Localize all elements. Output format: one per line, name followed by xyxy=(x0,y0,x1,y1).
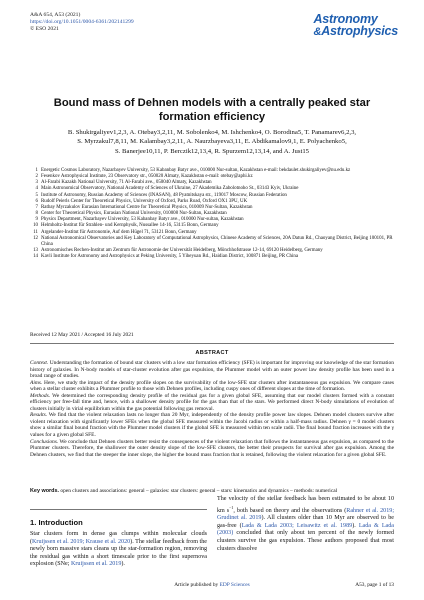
abstract-conclusions xyxy=(30,439,394,459)
affiliation-number: 7 xyxy=(35,204,38,210)
citation-link[interactable]: Lada & Lada 2003; Leisawitz et al. 1989 xyxy=(241,522,353,529)
keywords-label: Key words. xyxy=(30,488,60,494)
keywords-text: open clusters and associations: general – galaxies: star clusters: general – stars: kinematics and dynamics – methods: numerical xyxy=(60,488,338,494)
journal-logo-line1: Astronomy xyxy=(313,12,378,26)
affiliation-number: 14 xyxy=(33,254,38,260)
footer-publisher xyxy=(30,582,394,588)
intro-right-text-b: , both based on theory and the observations ( xyxy=(233,507,347,514)
affiliation-number: 6 xyxy=(35,198,38,204)
affiliation-number: 1 xyxy=(35,168,38,173)
journal-logo-amp: & xyxy=(313,25,322,38)
journal-logo-word2: Astrophysics xyxy=(321,23,398,38)
affiliation-number: 9 xyxy=(35,217,38,223)
abstract-methods-label: Methods. xyxy=(30,392,51,399)
abstract-context-text: Understanding the formation of bound star clusters with a low star formation efficiency (SFE) is important for improving our knowledge of the star formation history of galaxies. In N-body models of star-cluster evolution after gas expulsion, the Plummer model with an outer power law density profile has been used in a broad range of studies. xyxy=(30,360,394,380)
affiliation-text: Kavli Institute for Astronomy and Astrophysics at Peking University, 5 Yiheyuan Rd., Haidian District, 100871 Beijing, PR China xyxy=(41,254,299,260)
author-list xyxy=(30,128,394,156)
abstract-results-label: Results. xyxy=(30,412,48,419)
abstract-methods xyxy=(30,393,394,413)
abstract-aims-text: Here, we study the impact of the density profile slopes on the survivability of the low-SFE star clusters after instantaneous gas expulsion. We compare cases when a stellar cluster exhibits a Plummer profile to those with Dehnen profiles, including cuspy ones of different slopes at the time of formation. xyxy=(30,379,394,393)
affiliation-text: Helmholtz-Institut für Strahlen- und Kernphysik, Nussallee 14-16, 53115 Bonn, Germany xyxy=(41,223,219,229)
affiliation-item xyxy=(30,236,394,248)
abstract-conclusions-text: We conclude that Dehnen clusters better resist the consequences of the violent relaxation that follows the instantaneous gas expulsion, as compared to the Plummer clusters. Therefore, the shallower the outer density slope of the low-SFE clusters, the better their prospects for survival after gas expulsion. Among the Dehnen clusters, we find that the steeper the inner slope, the higher the bound mass fraction that is retained, following the violent relaxation for a given global SFE. xyxy=(30,438,394,458)
affiliation-text: Al-Farabi Kazakh National University, 71 Al-Farabi ave., 050040 Almaty, Kazakhstan xyxy=(41,180,212,186)
abstract xyxy=(30,360,394,458)
affiliation-number: 11 xyxy=(33,229,38,235)
intro-right-text-d: ). xyxy=(352,522,359,529)
affiliation-text: Physics Department, Nazarbayev University, 53 Kabanbay Batyr ave., 010000 Nur-sultan, Kazakhstan xyxy=(41,217,244,223)
intro-left-text-c: ). xyxy=(121,561,125,568)
abstract-aims xyxy=(30,380,394,393)
abstract-context xyxy=(30,360,394,380)
doi-link[interactable]: https://doi.org/10.1051/0004-6361/202141299 xyxy=(30,19,134,25)
page-number: A53, page 1 of 13 xyxy=(355,582,394,588)
publisher-link[interactable]: EDP Sciences xyxy=(219,582,250,588)
section-title: 1. Introduction xyxy=(30,518,83,527)
intro-left-text-b: ). The stellar feedback from the newly born massive stars cleans up the star-formation region, removing the residual gas within a short timescale prior to the first supernova explosion (SNe; xyxy=(30,538,207,568)
abstract-results xyxy=(30,412,394,438)
abstract-aims-label: Aims. xyxy=(30,379,43,386)
abstract-results-text: We find that the violent relaxation lasts no longer than 20 Myr, independently of the density profile power law slopes. Dehnen model clusters survive after violent relaxation with significantly lower SFEs when the global SFE measured within the Jacobi radius or within a half-mass radius. Dehnen γ = 0 model clusters show a similar final bound fraction with the Plummer model clusters if the global SFE is measured within ten scale radii. The final bound fraction increases with the γ values for a given global SFE. xyxy=(30,412,395,439)
author-line-1[interactable]: B. Shukirgaliyev1,2,3, A. Otebay3,2,11, M. Sobolenko4, M. Ishchenko4, O. Borodina5, T. Panamarev6,2,3, xyxy=(67,129,357,136)
affiliation-number: 8 xyxy=(35,211,38,217)
affiliation-item xyxy=(30,254,394,260)
affiliation-text: Institute of Astronomy, Russian Academy of Sciences (INASAN), 48 Pyatnitskaya str., 119017 Moscow, Russian Federation xyxy=(41,192,287,198)
affiliation-number: 10 xyxy=(33,223,38,229)
author-line-3[interactable]: S. Banerjee10,11, P. Berczik12,13,4, R. Spurzem12,13,14, and A. Just15 xyxy=(114,147,310,155)
affiliation-number: 5 xyxy=(35,192,38,198)
affiliation-text: Center for Theoretical Physics, Eurasian National University, 010008 Nur-Sultan, Kazakhstan xyxy=(41,211,227,217)
journal-logo xyxy=(313,14,398,38)
citation-link[interactable]: Lada & Lada (2003) xyxy=(217,522,394,537)
affiliation-text: Main Astronomical Observatory, National Academy of Sciences of Ukraine, 27 Akademika Zabolotnoho St., 03143 Kyiv, Ukraine xyxy=(41,186,299,192)
paper-title: Bound mass of Dehnen models with a centrally peaked star formation efficiency xyxy=(53,97,371,123)
citation-link[interactable]: Kruijssen et al. 2019; Krause et al. 2020 xyxy=(32,538,131,545)
journal-logo-line2 xyxy=(313,23,398,39)
affiliation-number: 2 xyxy=(35,174,38,180)
affiliation-text: Fesenkov Astrophysical Institute, 23 Observatory str., 050020 Almaty, Kazakhstan e-mail: otebay@aphi.kz xyxy=(41,174,253,180)
abstract-context-label: Context. xyxy=(30,360,49,366)
affiliation-number: 13 xyxy=(33,248,38,254)
citation-link[interactable]: Rahner et al. 2019; Grudinet al. 2019 xyxy=(217,507,395,522)
intro-right-text-e: concluded that only about ten percent of the newly formed clusters survive the gas expulsion. These authors proposed that most clusters dissolve xyxy=(217,530,394,552)
affiliation-number: 12 xyxy=(33,235,38,241)
author-line-2[interactable]: S. Myrzakul7,8,11, M. Kalambay3,2,11, A. Naurzbayeva3,11, E. Abdikamalov9,1, E. Polyachenko5, xyxy=(77,138,347,146)
affiliation-text: Energetic Cosmos Laboratory, Nazarbayev University, 53 Kabanbay Batyr ave., 010000 Nur-sultan, Kazakhstan e-mail: bekdaulet.shukirgaliyev@nu.edu.kz xyxy=(41,168,351,173)
article-header-meta xyxy=(30,12,134,33)
copyright: © ESO 2021 xyxy=(30,26,59,32)
affiliation-text: National Astronomical Observatories and Key Laboratory of Computational Astrophysics, Chinese Academy of Sciences, 20A Datun Rd., Chaoyang District, Beijing 100101, PR China xyxy=(41,235,393,247)
intro-left-text-a: Star clusters form in dense gas clumps within molecular clouds ( xyxy=(30,531,207,545)
affiliation-text: Rudolf Peierls Center for Theoretical Physics, University of Oxford, Parks Road, Oxford OX1 3PU, UK xyxy=(41,198,248,204)
divider-top xyxy=(30,343,394,344)
affiliation-text: Argelander-Institut für Astronomie, Auf dem Hügel 71, 53121 Bonn, Germany xyxy=(41,229,197,235)
keywords xyxy=(30,488,394,495)
intro-right-text-a: The velocity of the stellar feedback has been estimated to be about 10 km s xyxy=(217,496,394,514)
footer-publisher-prefix: Article published by xyxy=(174,582,220,588)
affiliation-number: 4 xyxy=(35,186,38,192)
received-accepted-dates: Received 12 May 2021 / Accepted 16 July 2021 xyxy=(30,332,134,338)
affiliation-number: 3 xyxy=(35,180,38,186)
intro-right-column xyxy=(217,496,394,553)
abstract-conclusions-label: Conclusions. xyxy=(30,438,59,445)
intro-right-text-c: ). All clusters older than 10 Myr are observed to be gas-free ( xyxy=(217,515,394,529)
divider-bottom xyxy=(30,509,207,510)
affiliation-list xyxy=(30,168,394,260)
intro-left-column xyxy=(30,531,207,569)
abstract-methods-text: We determined the corresponding density profile of the residual gas for a given global SFE, assuming that our model clusters formed with a constant efficiency per free-fall time and, hence, with a shallower density profile for the gas than that of the stars. We performed direct N-body simulations of evolution of clusters initially in virial equilibrium within the gas potential following gas removal. xyxy=(30,392,394,412)
intro-right-sup: −1 xyxy=(229,504,234,510)
affiliation-text: Astronomisches Rechen-Institut am Zentrum für Astronomie der Universität Heidelberg, Mönchhofstrasse 12-14, 69120 Heidelberg, Germany xyxy=(41,248,323,254)
abstract-heading: ABSTRACT xyxy=(195,350,229,356)
affiliation-text: Ratbay Myrzakulov Eurasian International Centre for Theoretical Physics, 010009 Nur-Sultan, Kazakhstan xyxy=(41,204,253,210)
citation-link[interactable]: Kruijssen et al. 2019 xyxy=(70,561,122,568)
citation: A&A 654, A53 (2021) xyxy=(30,12,81,18)
